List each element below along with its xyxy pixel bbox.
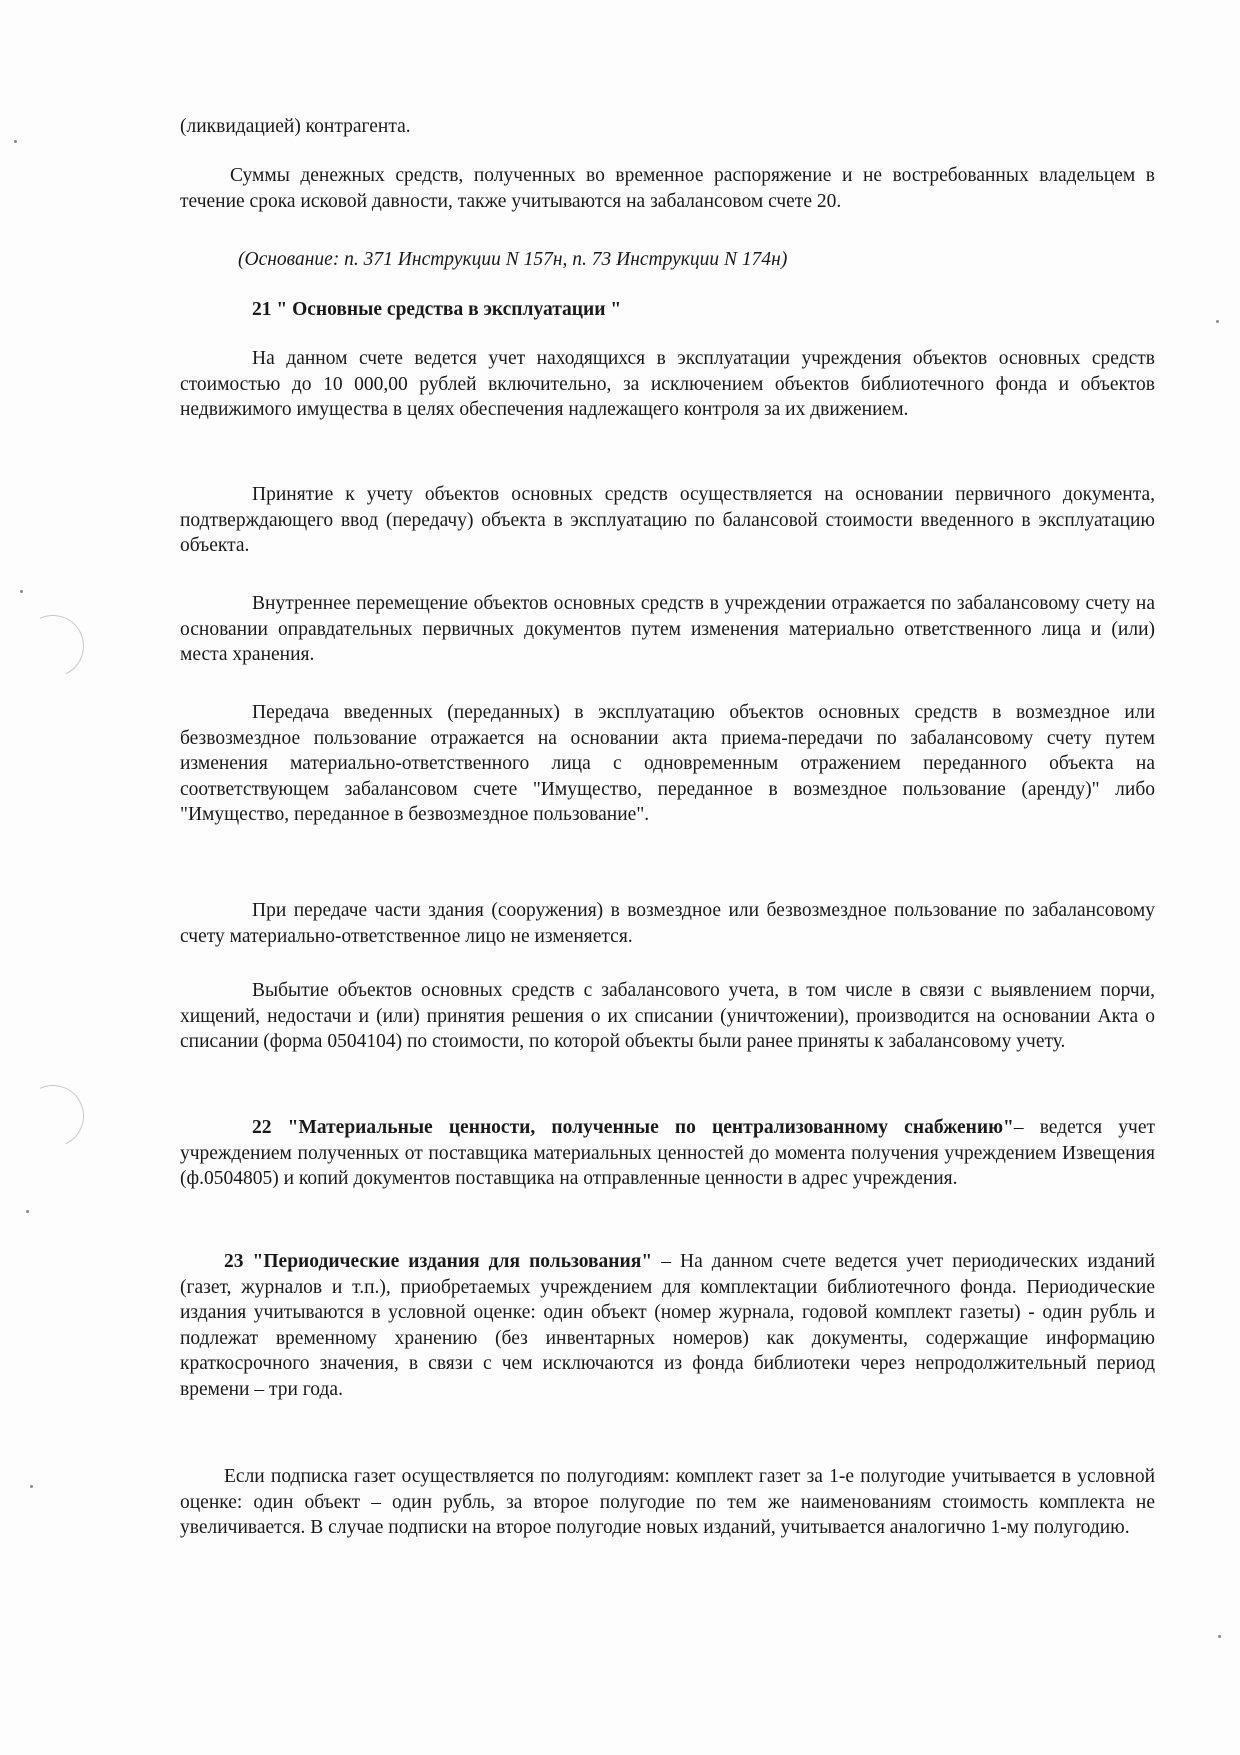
paragraph-23-2: Если подписка газет осуществляется по полугодиям: комплект газет за 1-е полугодие учитывается в условной оценке: один объект – один рубль, за второе полугодие по тем же наименованиям стоимость комплекта не увеличивается. В случае подписки на второе полугодие новых изданий, учитывается аналогично 1-му полугодию. [180, 1466, 1155, 1538]
basis-note: (Основание: п. 371 Инструкции N 157н, п. 73 Инструкции N 174н) [238, 249, 788, 270]
heading-account-23: 23 "Периодические издания для пользования" [224, 1251, 653, 1272]
scan-speck [1216, 320, 1219, 323]
paragraph-21-2: Принятие к учету объектов основных средств осуществляется на основании первичного документа, подтверждающего ввод (передачу) объекта в эксплуатацию по балансовой стоимости введенного в эксплуатацию объекта. [180, 484, 1155, 556]
scan-speck [14, 140, 17, 143]
paragraph-21-5: При передаче части здания (сооружения) в возмездное или безвозмездное пользование по забалансовому счету материально-ответственное лицо не изменяется. [180, 900, 1155, 947]
heading-account-22: 22 "Материальные ценности, полученные по централизованному снабжению" [252, 1117, 1014, 1138]
paragraph-sums: Суммы денежных средств, полученных во временное распоряжение и не востребованных владельцем в течение срока исковой давности, также учитываются на забалансовом счете 20. [180, 165, 1155, 212]
heading-account-21: 21 " Основные средства в эксплуатации " [252, 299, 622, 320]
paragraph-21-3: Внутреннее перемещение объектов основных средств в учреждении отражается по забалансовому счету на основании оправдательных первичных документов путем изменения материально ответственного лица и (или) места хранения. [180, 593, 1155, 665]
paragraph-21-6: Выбытие объектов основных средств с забалансового учета, в том числе в связи с выявлением порчи, хищений, недостачи и (или) принятия решения о их списании (уничтожении), производится на основании Акта о списании (форма 0504104) по стоимости, по которой объекты были ранее приняты к забалансовому учету. [180, 980, 1155, 1052]
punch-hole-trace [13, 606, 92, 685]
paragraph-23: 23 "Периодические издания для пользования" – На данном счете ведется учет периодических изданий (газет, журналов и т.п.), приобретаемых учреждением для комплектации библиотечного фонда. Периодические издания учитываются в условной оценке: один объект (номер журнала, годовой комплект газеты) - один рубль и подлежат временному хранению (без инвентарных номеров) как документы, содержащие информацию краткосрочного значения, в связи с чем исключаются из фонда библиотеки через непродолжительный период времени – три года. [180, 1251, 1156, 1400]
scan-speck [26, 1210, 29, 1213]
punch-hole-trace [13, 1076, 92, 1155]
scan-speck [30, 1485, 33, 1488]
paragraph-21-1: На данном счете ведется учет находящихся в эксплуатации учреждения объектов основных средств стоимостью до 10 000,00 рублей включительно, за исключением объектов библиотечного фонда и объектов недвижимого имущества в целях обеспечения надлежащего контроля за их движением. [180, 348, 1155, 420]
paragraph-22: 22 "Материальные ценности, полученные по централизованному снабжению"– ведется учет учреждением полученных от поставщика материальных ценностей до момента получения учреждением Извещения (ф.0504805) и копий документов поставщика на отправленные ценности в адрес учреждения. [180, 1117, 1155, 1189]
paragraph-top: (ликвидацией) контрагента. [180, 116, 411, 137]
scan-speck [1218, 1635, 1221, 1638]
scan-speck [20, 590, 23, 593]
paragraph-21-4: Передача введенных (переданных) в эксплуатацию объектов основных средств в возмездное или безвозмездное пользование отражается на основании акта приема-передачи по забалансовому счету путем изменения материально-ответственного лица с одновременным отражением переданного объекта на соответствующем забалансовом счете "Имущество, переданное в возмездное пользование (аренду)" либо "Имущество, переданное в безвозмездное пользование". [180, 702, 1155, 825]
